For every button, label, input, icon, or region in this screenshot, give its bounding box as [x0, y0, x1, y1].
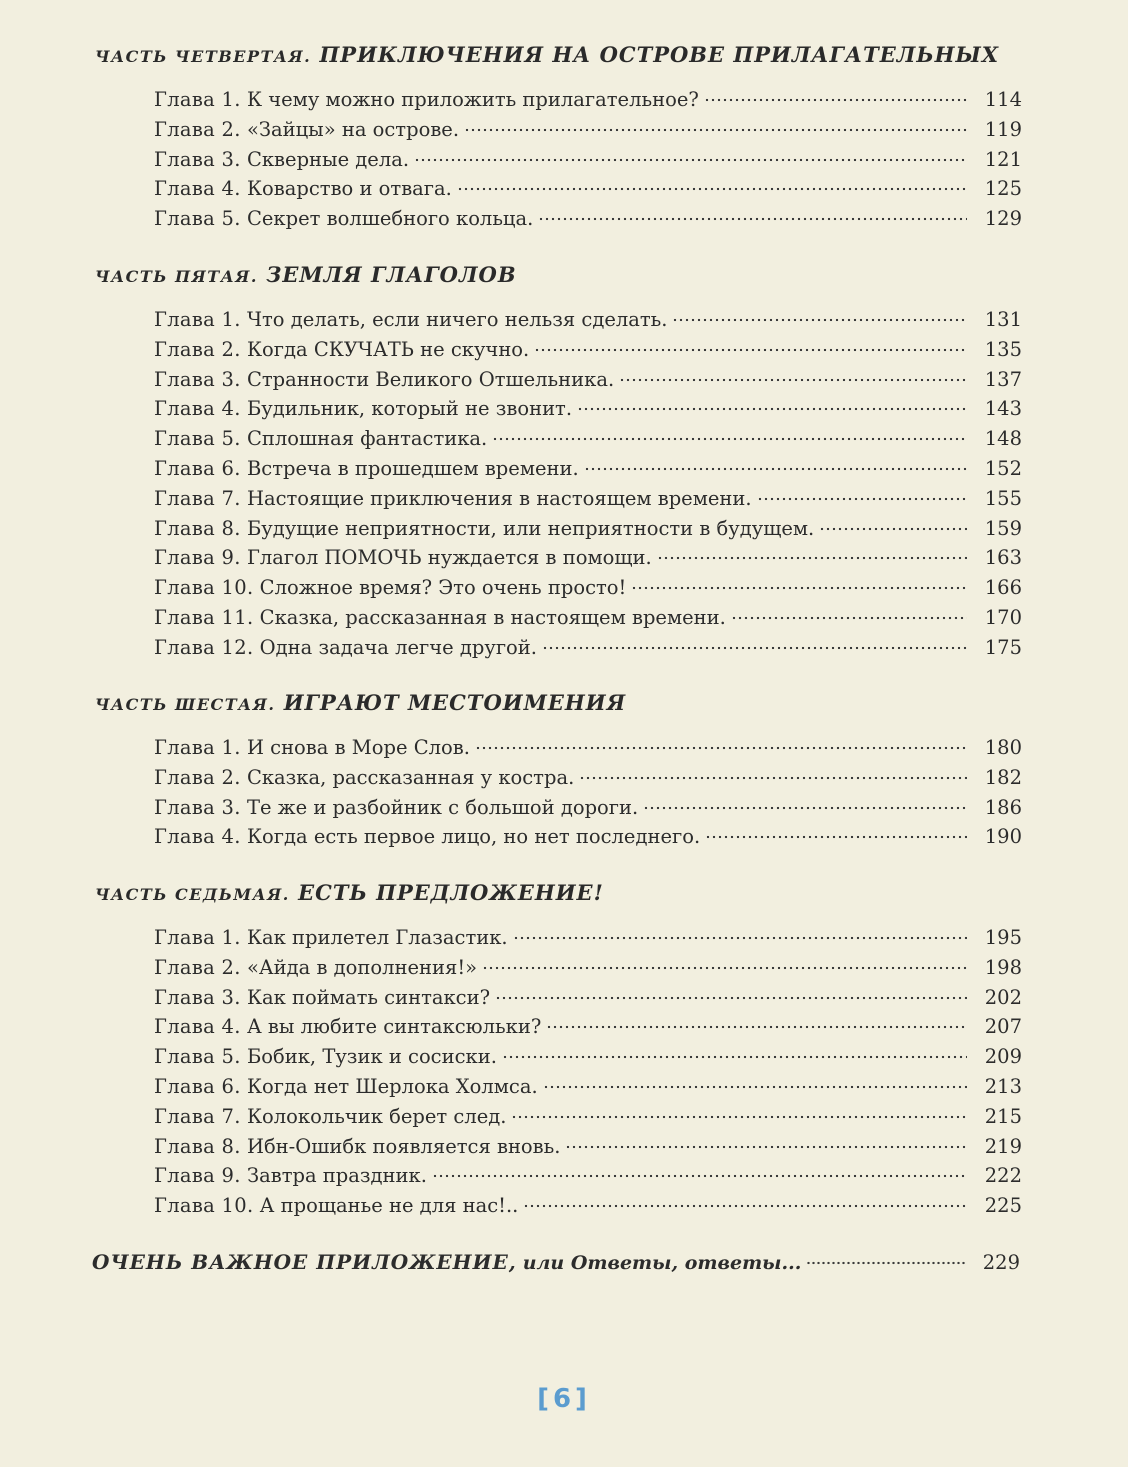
page-ref: 129 — [984, 207, 1022, 231]
page-ref: 114 — [984, 88, 1022, 111]
chapter-title: Те же и разбойник с большой дороги. — [246, 795, 639, 819]
page-ref: 198 — [984, 955, 1022, 979]
toc-entry — [154, 825, 1022, 855]
page-ref: 186 — [984, 795, 1022, 819]
toc-entry — [154, 956, 1022, 986]
toc-entry — [154, 1164, 1022, 1194]
dot-leader — [631, 586, 967, 590]
part-title — [95, 880, 604, 905]
chapter-title: Ибн-Ошибк появляется вновь. — [246, 1134, 561, 1158]
dot-leader — [657, 556, 967, 560]
chapter-number: Глава 5. — [154, 207, 241, 231]
page-ref: 222 — [984, 1164, 1022, 1188]
dot-leader — [511, 1115, 967, 1119]
toc-entry — [154, 766, 1022, 796]
toc-entry — [154, 986, 1022, 1016]
page-ref: 119 — [984, 117, 1022, 141]
chapter-title: Будильник, который не звонит. — [246, 397, 573, 421]
toc-entry — [154, 427, 1022, 457]
chapter-title: Бобик, Тузик и сосиски. — [246, 1045, 497, 1069]
chapter-number: Глава 3. — [154, 147, 241, 171]
page-ref: 182 — [984, 765, 1022, 789]
chapter-number: Глава 6. — [154, 456, 241, 480]
dot-leader — [731, 616, 967, 620]
page-ref: 229 — [982, 1251, 1020, 1274]
toc-entry — [154, 1075, 1022, 1105]
chapter-number: Глава 5. — [154, 427, 241, 451]
part-title — [95, 690, 626, 715]
toc-entry — [154, 1135, 1022, 1165]
dot-leader — [414, 158, 967, 162]
toc-entry — [154, 736, 1022, 766]
dot-leader — [432, 1174, 967, 1178]
part-label: ЧАСТЬ ПЯТАЯ. — [95, 267, 258, 286]
chapter-title: Сказка, рассказанная в настоящем времени. — [259, 605, 726, 629]
chapter-title: Колокольчик берет след. — [246, 1104, 507, 1128]
chapter-number: Глава 6. — [154, 1074, 241, 1098]
toc-entry — [154, 636, 1022, 666]
page-ref: 137 — [984, 367, 1022, 391]
dot-leader — [565, 1145, 967, 1149]
chapter-number: Глава 4. — [154, 825, 241, 849]
chapter-title: «Зайцы» на острове. — [246, 117, 460, 141]
dot-leader — [495, 996, 967, 1000]
chapter-title: Сложное время? Это очень просто! — [259, 576, 627, 600]
dot-leader — [806, 1261, 965, 1265]
page-ref: 125 — [984, 177, 1022, 201]
page-ref: 202 — [984, 985, 1022, 1009]
chapter-title: Когда есть первое лицо, но нет последнего. — [246, 825, 701, 849]
toc-entry — [154, 88, 1022, 118]
part-title — [95, 42, 999, 67]
page-ref: 163 — [984, 546, 1022, 570]
dot-leader — [492, 437, 967, 441]
chapter-title: Настоящие приключения в настоящем времени. — [246, 486, 752, 510]
chapter-title: Когда СКУЧАТЬ не скучно. — [246, 337, 530, 361]
chapter-number: Глава 7. — [154, 486, 241, 510]
dot-leader — [643, 806, 967, 810]
chapter-title: Коварство и отвага. — [246, 177, 452, 201]
chapter-number: Глава 11. — [154, 605, 254, 629]
part-name: ЗЕМЛЯ ГЛАГОЛОВ — [266, 262, 517, 287]
page-ref: 175 — [984, 635, 1022, 659]
dot-leader — [577, 407, 967, 411]
part-name: ЕСТЬ ПРЕДЛОЖЕНИЕ! — [298, 880, 604, 905]
chapter-number: Глава 8. — [154, 516, 241, 540]
chapter-title: Сказка, рассказанная у костра. — [246, 765, 575, 789]
dot-leader — [523, 1204, 967, 1208]
part-name: ИГРАЮТ МЕСТОИМЕНИЯ — [283, 690, 627, 715]
chapter-title: Глагол ПОМОЧЬ нуждается в помощи. — [246, 546, 652, 570]
page-ref: 166 — [984, 576, 1022, 600]
chapter-number: Глава 5. — [154, 1045, 241, 1069]
part-title — [95, 262, 517, 287]
dot-leader — [464, 128, 967, 132]
toc-entry — [154, 148, 1022, 178]
chapter-title: Будущие неприятности, или неприятности в будущем. — [246, 516, 815, 540]
page-ref: 121 — [984, 147, 1022, 171]
dot-leader — [534, 348, 967, 352]
part-label: ЧАСТЬ СЕДЬМАЯ. — [95, 885, 290, 904]
chapter-number: Глава 1. — [154, 308, 241, 331]
dot-leader — [475, 746, 967, 750]
chapter-title: Одна задача легче другой. — [259, 635, 537, 659]
dot-leader — [502, 1055, 967, 1059]
page-ref: 195 — [984, 926, 1022, 949]
dot-leader — [819, 527, 967, 531]
chapter-title: «Айда в дополнения!» — [246, 955, 478, 979]
toc-entry — [154, 796, 1022, 826]
dot-leader — [542, 646, 967, 650]
appendix-entry — [92, 1250, 1020, 1274]
chapter-title: Странности Великого Отшельника. — [246, 367, 615, 391]
toc-entry — [154, 576, 1022, 606]
chapter-number: Глава 3. — [154, 795, 241, 819]
dot-leader — [457, 187, 967, 191]
page-ref: 180 — [984, 736, 1022, 759]
toc-entry — [154, 1045, 1022, 1075]
page-ref: 225 — [984, 1194, 1022, 1218]
dot-leader — [619, 378, 967, 382]
dot-leader — [704, 98, 967, 102]
toc-entry — [154, 1015, 1022, 1045]
chapter-number: Глава 10. — [154, 1194, 254, 1218]
chapter-title: Секрет волшебного кольца. — [246, 207, 534, 231]
toc-entry — [154, 308, 1022, 338]
chapter-number: Глава 2. — [154, 117, 241, 141]
page-ref: 190 — [984, 825, 1022, 849]
page-ref: 131 — [984, 308, 1022, 331]
toc-entry — [154, 368, 1022, 398]
page-number: [6] — [537, 1384, 591, 1414]
toc-entry — [154, 1105, 1022, 1135]
chapter-title: Что делать, если ничего нельзя сделать. — [246, 308, 668, 331]
page-ref: 135 — [984, 337, 1022, 361]
chapter-number: Глава 2. — [154, 765, 241, 789]
toc-entry — [154, 926, 1022, 956]
appendix-title: ОЧЕНЬ ВАЖНОЕ ПРИЛОЖЕНИЕ, — [92, 1250, 517, 1274]
chapter-number: Глава 10. — [154, 576, 254, 600]
toc-entry — [154, 1194, 1022, 1224]
page-ref: 143 — [984, 397, 1022, 421]
chapter-title: Встреча в прошедшем времени. — [246, 456, 579, 480]
page-ref: 152 — [984, 456, 1022, 480]
page-ref: 209 — [984, 1045, 1022, 1069]
dot-leader — [672, 318, 967, 322]
dot-leader — [543, 1085, 967, 1089]
toc-entry — [154, 606, 1022, 636]
chapter-number: Глава 12. — [154, 635, 254, 659]
page-ref: 148 — [984, 427, 1022, 451]
chapter-title: Скверные дела. — [246, 147, 410, 171]
chapter-list — [154, 88, 1022, 237]
chapter-title: Сплошная фантастика. — [246, 427, 488, 451]
chapter-title: Завтра праздник. — [246, 1164, 427, 1188]
chapter-title: Когда нет Шерлока Холмса. — [246, 1074, 538, 1098]
chapter-list — [154, 736, 1022, 855]
chapter-title: А прощанье не для нас!.. — [259, 1194, 519, 1218]
page-ref: 213 — [984, 1074, 1022, 1098]
part-label: ЧАСТЬ ШЕСТАЯ. — [95, 695, 276, 714]
dot-leader — [584, 467, 967, 471]
chapter-number: Глава 8. — [154, 1134, 241, 1158]
chapter-number: Глава 3. — [154, 367, 241, 391]
dot-leader — [546, 1025, 967, 1029]
dot-leader — [579, 776, 967, 780]
chapter-list — [154, 308, 1022, 666]
chapter-title: Как поймать синтакси? — [246, 985, 491, 1009]
toc-entry — [154, 118, 1022, 148]
toc-entry — [154, 397, 1022, 427]
part-name: ПРИКЛЮЧЕНИЯ НА ОСТРОВЕ ПРИЛАГАТЕЛЬНЫХ — [319, 42, 1000, 67]
dot-leader — [757, 497, 967, 501]
page-ref: 215 — [984, 1104, 1022, 1128]
chapter-list — [154, 926, 1022, 1224]
chapter-number: Глава 7. — [154, 1104, 241, 1128]
page-ref: 170 — [984, 605, 1022, 629]
toc-entry — [154, 517, 1022, 547]
toc-entry — [154, 457, 1022, 487]
toc-entry — [154, 487, 1022, 517]
chapter-number: Глава 4. — [154, 397, 241, 421]
toc-entry — [154, 207, 1022, 237]
page-ref: 159 — [984, 516, 1022, 540]
part-label: ЧАСТЬ ЧЕТВЕРТАЯ. — [95, 47, 312, 66]
page-ref: 207 — [984, 1015, 1022, 1039]
toc-entry — [154, 338, 1022, 368]
chapter-number: Глава 2. — [154, 955, 241, 979]
toc-entry — [154, 177, 1022, 207]
chapter-number: Глава 4. — [154, 177, 241, 201]
chapter-title: И снова в Море Слов. — [246, 736, 470, 759]
dot-leader — [538, 217, 967, 221]
chapter-title: К чему можно приложить прилагательное? — [246, 88, 699, 111]
chapter-number: Глава 9. — [154, 546, 241, 570]
page-ref: 219 — [984, 1134, 1022, 1158]
chapter-number: Глава 2. — [154, 337, 241, 361]
page-ref: 155 — [984, 486, 1022, 510]
chapter-number: Глава 1. — [154, 926, 241, 949]
dot-leader — [705, 835, 967, 839]
dot-leader — [482, 966, 967, 970]
chapter-number: Глава 4. — [154, 1015, 241, 1039]
dot-leader — [513, 936, 967, 940]
appendix-subtitle: или Ответы, ответы... — [522, 1252, 802, 1274]
chapter-number: Глава 1. — [154, 88, 241, 111]
chapter-title: Как прилетел Глазастик. — [246, 926, 508, 949]
chapter-number: Глава 3. — [154, 985, 241, 1009]
chapter-number: Глава 9. — [154, 1164, 241, 1188]
toc-entry — [154, 546, 1022, 576]
chapter-title: А вы любите синтаксюльки? — [246, 1015, 542, 1039]
chapter-number: Глава 1. — [154, 736, 241, 759]
